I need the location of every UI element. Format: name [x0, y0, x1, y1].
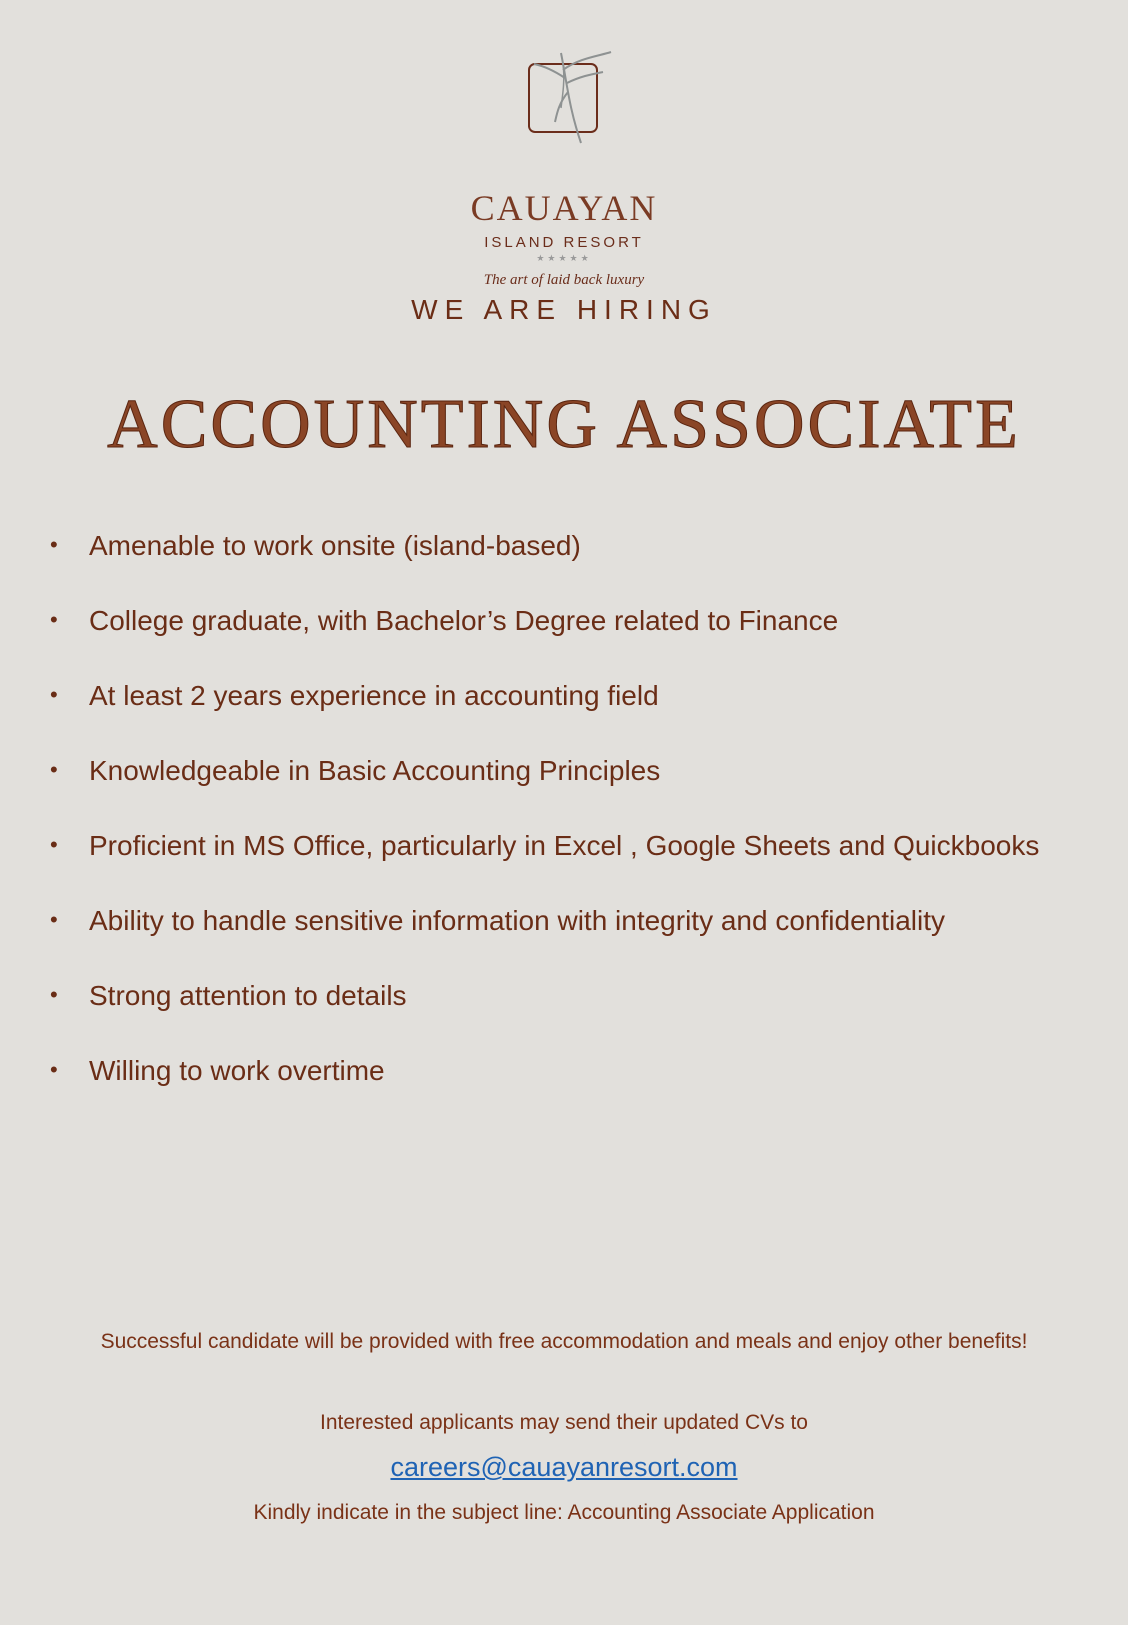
requirement-text: College graduate, with Bachelor’s Degree related to Finance	[89, 605, 839, 636]
requirement-item	[50, 980, 1039, 1055]
application-instructions: Interested applicants may send their updated CVs to	[320, 1411, 808, 1434]
bullet-icon: •	[50, 1057, 58, 1082]
brand-subtitle: ISLAND RESORT	[484, 234, 644, 251]
requirement-item	[50, 905, 1039, 980]
requirement-text: Amenable to work onsite (island-based)	[89, 530, 581, 561]
requirement-item	[50, 1055, 1039, 1130]
requirement-text: Willing to work overtime	[89, 1055, 385, 1086]
bamboo-logo-icon	[489, 48, 639, 148]
requirement-text: At least 2 years experience in accounting field	[89, 680, 659, 711]
bullet-icon: •	[50, 982, 58, 1007]
brand-name: CAUAYAN	[470, 188, 658, 228]
requirement-item	[50, 755, 1039, 830]
requirement-text: Strong attention to details	[89, 980, 407, 1011]
bullet-icon: •	[50, 907, 58, 932]
requirement-item	[50, 680, 1039, 755]
resort-logo	[0, 48, 1128, 289]
bullet-icon: •	[50, 682, 58, 707]
bullet-icon: •	[50, 832, 58, 857]
requirement-text: Proficient in MS Office, particularly in Excel , Google Sheets and Quickbooks	[89, 830, 1040, 861]
requirements-list	[50, 530, 1039, 1130]
subject-line-note: Kindly indicate in the subject line: Accounting Associate Application	[253, 1501, 875, 1524]
requirement-text: Ability to handle sensitive information with integrity and confidentiality	[89, 905, 946, 936]
hiring-heading: WE ARE HIRING	[411, 294, 717, 325]
bullet-icon: •	[50, 532, 58, 557]
benefits-note: Successful candidate will be provided with free accommodation and meals and enjoy other benefits!	[100, 1330, 1028, 1353]
bullet-icon: •	[50, 757, 58, 782]
requirement-text: Knowledgeable in Basic Accounting Principles	[89, 755, 661, 786]
job-title: ACCOUNTING ASSOCIATE	[107, 386, 1021, 463]
careers-email-link[interactable]: careers@cauayanresort.com	[390, 1452, 738, 1482]
requirement-item	[50, 530, 1039, 605]
requirement-item	[50, 830, 1039, 905]
bullet-icon: •	[50, 607, 58, 632]
brand-tagline: The art of laid back luxury	[483, 272, 645, 288]
requirement-item	[50, 605, 1039, 680]
star-rating: ★★★★★	[536, 253, 592, 263]
